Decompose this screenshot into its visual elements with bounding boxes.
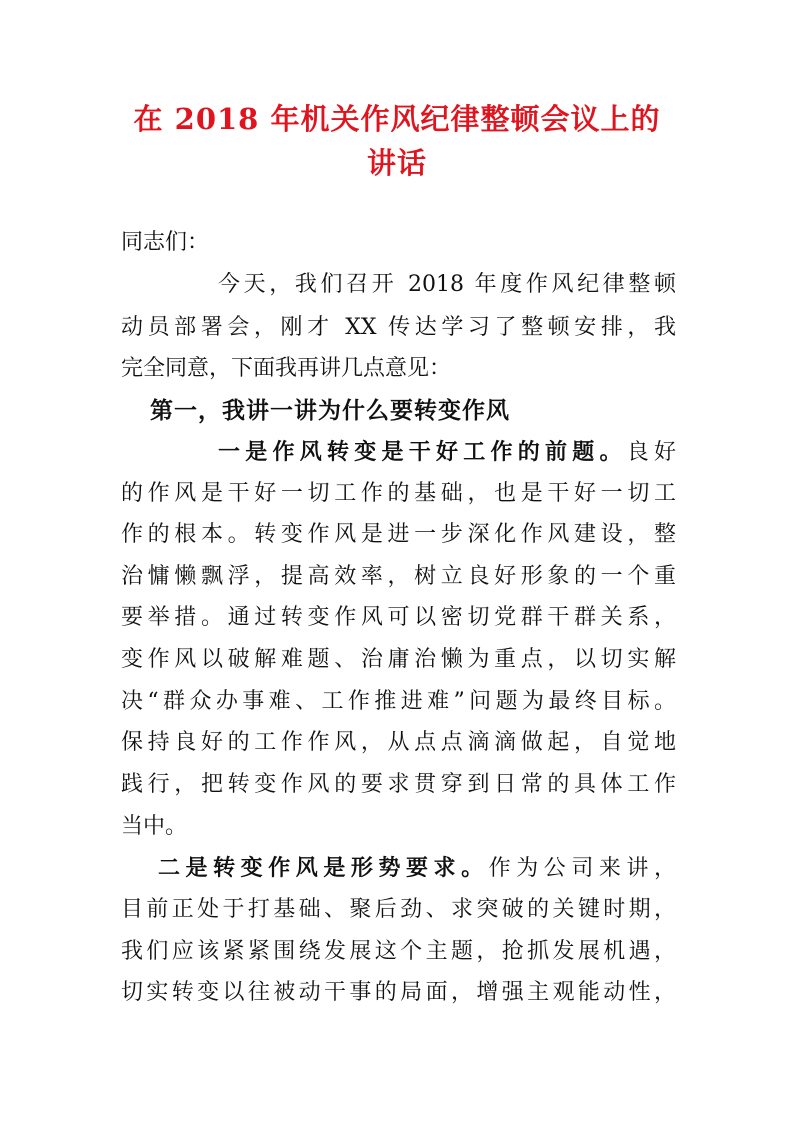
point-1-line-5: 要举措。通过转变作风可以密切党群干群关系， [121, 605, 676, 630]
section-1-heading: 第一，我讲一讲为什么要转变作风 [150, 397, 510, 424]
document-title-line-1: 在 2018 年机关作风纪律整顿会议上的 [133, 102, 661, 136]
point-2-lead: 二是转变作风是形势要求。 [158, 855, 489, 881]
point-1-line-8: 保持良好的工作作风，从点点滴滴做起，自觉地 [121, 730, 676, 755]
point-2-line-4: 切实转变以往被动干事的局面，增强主观能动性， [121, 980, 676, 1005]
point-2-line-3: 我们应该紧紧围绕发展这个主题，抢抓发展机遇， [121, 939, 676, 964]
point-2-line-2: 目前正处于打基础、聚后劲、求突破的关键时期， [121, 897, 676, 922]
intro-line-2: 动员部署会，刚才 XX 传达学习了整顿安排，我 [121, 315, 676, 340]
point-1-line-3: 作的根本。转变作风是进一步深化作风建设，整 [121, 522, 676, 547]
point-2-line-1-rest: 作为公司来讲， [488, 856, 676, 881]
intro-line-3: 完全同意，下面我再讲几点意见： [121, 356, 452, 381]
point-1-line-9: 践行，把转变作风的要求贯穿到日常的具体工作 [121, 772, 676, 797]
point-1-lead: 一是作风转变是干好工作的前题。 [218, 439, 627, 465]
point-1-line-1-rest: 良好 [626, 440, 676, 465]
point-1-line-1 [218, 437, 676, 468]
point-2-line-1 [158, 853, 676, 884]
intro-line-1: 今天，我们召开 2018 年度作风纪律整顿 [218, 272, 676, 297]
document-title-line-2: 讲话 [366, 146, 427, 180]
point-1-line-10: 当中。 [121, 814, 188, 839]
point-1-line-4: 治慵懒飘浮，提高效率，树立良好形象的一个重 [121, 564, 676, 589]
point-1-line-6: 变作风以破解难题、治庸治懒为重点，以切实解 [121, 647, 676, 672]
point-1-line-7: 决“群众办事难、工作推进难”问题为最终目标。 [121, 689, 676, 714]
salutation: 同志们： [121, 230, 210, 255]
point-1-line-2: 的作风是干好一切工作的基础，也是干好一切工 [121, 481, 676, 506]
